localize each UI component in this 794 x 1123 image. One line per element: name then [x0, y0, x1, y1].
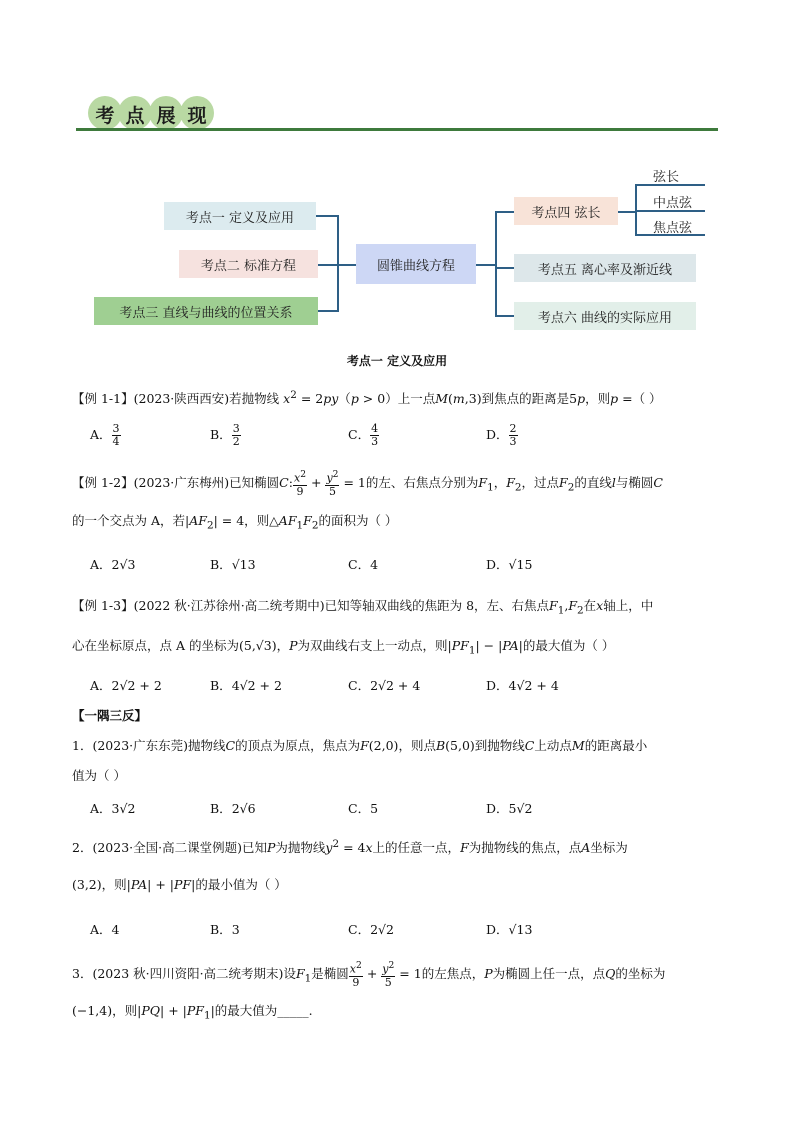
practice-2-option-c: C．2√2 — [348, 922, 394, 937]
mindmap-center: 圆锥曲线方程 — [356, 244, 476, 284]
practice-3-line-2: (−1,4)，则$|PQ| + |PF_1|$的最大值为_____. — [72, 1003, 313, 1022]
practice-1-option-a: A．3√2 — [90, 801, 136, 816]
banner-char-2: 点 — [125, 105, 145, 127]
practice-2-option-a: A．4 — [90, 922, 120, 937]
example-1-2-line-2: 的一个交点为 A，若$|AF_2| = 4$，则$\triangle AF_1F_2$的面积为（ ） — [72, 513, 398, 532]
mindmap-sub-1: 弦长 — [653, 170, 680, 185]
example-1-1-option-a: A． $\frac{3}{4}$ — [90, 422, 120, 448]
banner-char-4: 现 — [187, 105, 207, 127]
practice-1-line-1: 1．(2023·广东东莞)抛物线C的顶点为原点，焦点为F(2,0)，则点B(5,0)到抛物线C上动点M的距离最小 — [72, 738, 648, 753]
example-1-3-option-b: B．4√2 + 2 — [210, 678, 282, 693]
example-1-1: 【例 1-1】(2023·陕西西安)若抛物线 $x^2 = 2py(p > 0)$上一点M(m,3)到焦点的距离是5p，则p =（ ） — [72, 389, 662, 407]
mindmap-node-1: 考点一 定义及应用 — [164, 202, 316, 230]
practice-2-option-d: D．√13 — [486, 922, 533, 937]
practice-2-line-1: 2．(2023·全国·高二课堂例题)已知P为抛物线$y^2 = 4x$上的任意一点，F为抛物线的焦点，点A坐标为 — [72, 838, 628, 856]
example-1-3-option-c: C．2√2 + 4 — [348, 678, 421, 693]
practice-2-option-b: B．3 — [210, 922, 240, 937]
section-title: 考点一 定义及应用 — [346, 354, 448, 368]
example-1-1-option-c: C． $\frac{4}{3}$ — [348, 422, 379, 448]
example-1-2-option-a: A．2√3 — [90, 557, 136, 572]
mindmap-node-4: 考点四 弦长 — [514, 197, 618, 225]
example-1-3-line-1: 【例 1-3】(2022 秋·江苏徐州·高二统考期中)已知等轴双曲线的焦距为 8，左、右焦点$F_1,F_2$在x轴上，中 — [72, 598, 654, 617]
example-1-3-line-2: 心在坐标原点，点 A 的坐标为(5,√3)，P为双曲线右支上一动点，则$|PF_1| - |PA|$的最大值为（ ） — [72, 638, 615, 657]
mindmap-sub-2: 中点弦 — [653, 196, 693, 211]
practice-1-option-b: B．2√6 — [210, 801, 256, 816]
banner-char-3: 展 — [156, 105, 176, 127]
example-1-3-option-d: D．4√2 + 4 — [486, 678, 559, 693]
practice-1-option-c: C．5 — [348, 801, 379, 816]
mindmap-node-2: 考点二 标准方程 — [179, 250, 318, 278]
example-1-1-option-d: D． $\frac{2}{3}$ — [486, 422, 517, 448]
mindmap-sub-3: 焦点弦 — [653, 221, 693, 236]
banner-char-1: 考 — [95, 105, 115, 127]
mindmap-node-5: 考点五 离心率及渐近线 — [514, 254, 696, 282]
example-1-2-line-1: 【例 1-2】(2023·广东梅州)已知椭圆C: $\frac{x^2}{9}$ + $\frac{y^2}{5}$ = 1的左、右焦点分别为$F_1$，$F_2$，过点$F_2$的直线l与椭圆C — [72, 469, 663, 498]
practice-2-line-2: (3,2)，则|PA| + |PF|的最小值为（ ） — [72, 877, 287, 892]
example-1-1-option-b: B． $\frac{3}{2}$ — [210, 422, 240, 448]
example-1-2-option-b: B．√13 — [210, 557, 256, 572]
banner-underline — [76, 128, 718, 131]
practice-title: 【一隅三反】 — [72, 708, 148, 723]
example-1-3-option-a: A．2√2 + 2 — [90, 678, 162, 693]
practice-3-line-1: 3．(2023 秋·四川资阳·高二统考期末)设$F_1$是椭圆 $\frac{x^2}{9}$ + $\frac{y^2}{5}$ = 1的左焦点，P为椭圆上任一点，点Q的坐标为 — [72, 960, 666, 989]
example-1-2-option-c: C．4 — [348, 557, 379, 572]
mindmap-node-3: 考点三 直线与曲线的位置关系 — [94, 297, 318, 325]
practice-1-line-2: 值为（ ） — [72, 768, 126, 783]
mindmap-node-6: 考点六 曲线的实际应用 — [514, 302, 696, 330]
practice-1-option-d: D．5√2 — [486, 801, 533, 816]
example-1-2-option-d: D．√15 — [486, 557, 533, 572]
